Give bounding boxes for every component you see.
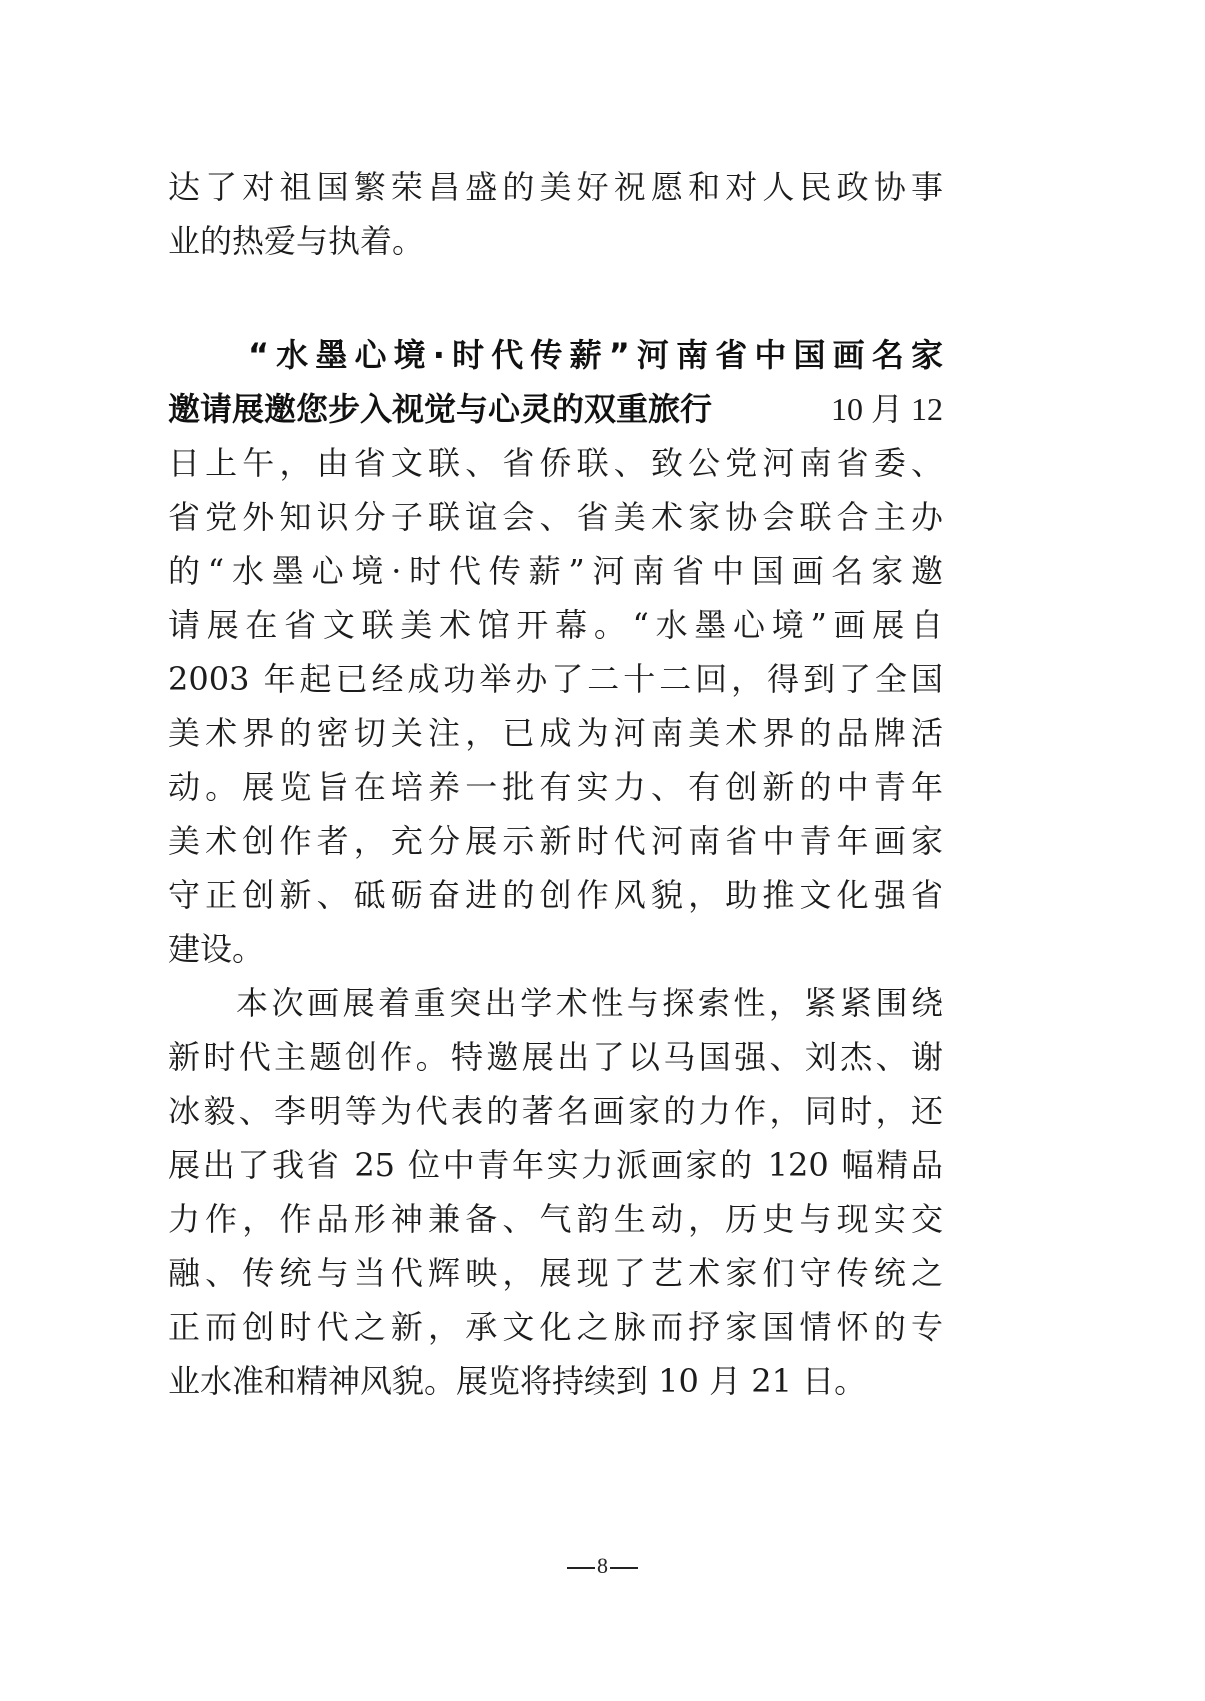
body-line: 建设。 — [168, 930, 265, 968]
body-line: 美术创作者，充分展示新时代河南省中青年画家 — [168, 822, 943, 860]
page-number-footer — [0, 1551, 1205, 1581]
body-line: 力作，作品形神兼备、气韵生动，历史与现实交 — [168, 1200, 943, 1238]
body-line: 业的热爱与执着。 — [168, 222, 425, 260]
body-line: 正而创时代之新，承文化之脉而抒家国情怀的专 — [168, 1308, 943, 1346]
article-date-start: 10 月 12 — [830, 391, 943, 427]
body-line: 融、传统与当代辉映，展现了艺术家们守传统之 — [168, 1254, 943, 1292]
article-headline-line: “水墨心境·时代传薪”河南省中国画名家 — [248, 336, 943, 374]
body-line: 守正创新、砥砺奋进的创作风貌，助推文化强省 — [168, 876, 943, 914]
body-line: 本次画展着重突出学术性与探索性，紧紧围绕 — [236, 984, 943, 1022]
article-section — [168, 328, 943, 1408]
article-headline-line-2 — [168, 382, 943, 436]
body-line: 省党外知识分子联谊会、省美术家协会联合主办 — [168, 498, 943, 536]
body-line: 美术界的密切关注，已成为河南美术界的品牌活 — [168, 714, 943, 752]
body-line: 2003 年起已经成功举办了二十二回，得到了全国 — [168, 660, 943, 698]
body-line: 达了对祖国繁荣昌盛的美好祝愿和对人民政协事 — [168, 168, 943, 206]
dash-left — [567, 1567, 595, 1569]
article-headline-text: 邀请展邀您步入视觉与心灵的双重旅行 — [168, 390, 713, 428]
body-line: 动。展览旨在培养一批有实力、有创新的中青年 — [168, 768, 943, 806]
body-line: 新时代主题创作。特邀展出了以马国强、刘杰、谢 — [168, 1038, 943, 1076]
body-line: 业水准和精神风貌。展览将持续到 10 月 21 日。 — [168, 1362, 867, 1400]
page-number: 8 — [597, 1553, 608, 1578]
body-line: 展出了我省 25 位中青年实力派画家的 120 幅精品 — [168, 1146, 943, 1184]
body-line: 日上午，由省文联、省侨联、致公党河南省委、 — [168, 444, 943, 482]
body-line: 的“水墨心境·时代传薪”河南省中国画名家邀 — [168, 552, 943, 590]
body-line: 请展在省文联美术馆开幕。“水墨心境”画展自 — [168, 606, 943, 644]
continuation-paragraph — [168, 160, 943, 268]
dash-right — [610, 1567, 638, 1569]
body-line: 冰毅、李明等为代表的著名画家的力作，同时，还 — [168, 1092, 943, 1130]
